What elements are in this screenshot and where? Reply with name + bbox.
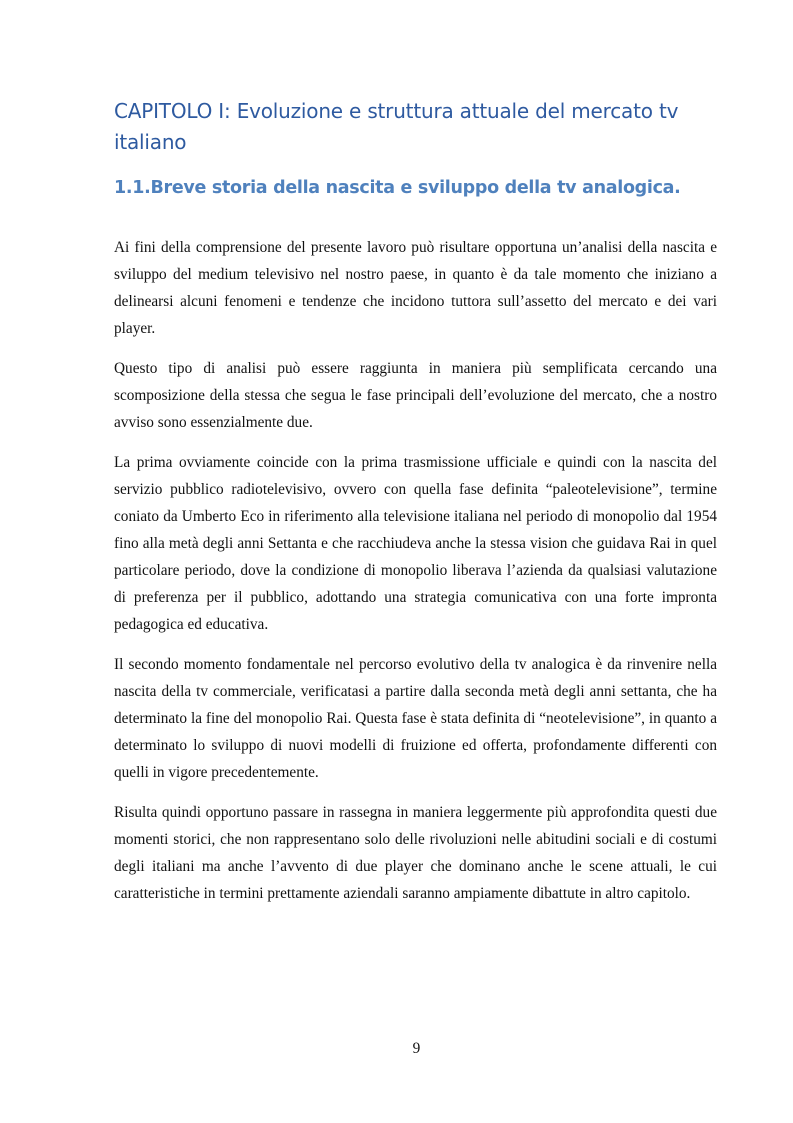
chapter-title: CAPITOLO I: Evoluzione e struttura attuale del mercato tv italiano bbox=[114, 99, 679, 154]
paragraph: Risulta quindi opportuno passare in rassegna in maniera leggermente più approfondita questi due momenti storici, che non rappresentano solo delle rivoluzioni nelle abitudini sociali e di costumi degli italiani ma anche l’avvento di due player che dominano anche le scene attuali, le cui caratteristiche in termini prettamente aziendali saranno ampiamente dibattute in altro capitolo. bbox=[114, 803, 717, 903]
paragraph: Ai fini della comprensione del presente lavoro può risultare opportuna un’analisi della nascita e sviluppo del medium televisivo nel nostro paese, in quanto è da tale momento che iniziano a delinearsi alcuni fenomeni e tendenze che incidono tuttora sull’assetto del mercato e dei vari player. bbox=[114, 239, 717, 338]
paragraph: La prima ovviamente coincide con la prima trasmissione ufficiale e quindi con la nascita del servizio pubblico radiotelevisivo, ovvero con quella fase definita “paleotelevisione”, termine coniato da Umberto Eco in riferimento alla televisione italiana nel periodo di monopolio dal 1954 fino alla metà degli anni Settanta e che racchiudeva anche la stessa vision che guidava Rai in quel particolare periodo, dove la condizione di monopolio liberava l’azienda da qualsiasi valutazione di preferenza per il pubblico, adottando una strategia comunicativa con una forte impronta pedagogica ed educativa. bbox=[114, 453, 717, 634]
page-number: 9 bbox=[412, 1040, 421, 1057]
paragraph: Il secondo momento fondamentale nel percorso evolutivo della tv analogica è da rinvenire nella nascita della tv commerciale, verificatasi a partire dalla seconda metà degli anni settanta, che ha determinato la fine del monopolio Rai. Questa fase è stata definita di “neotelevisione”, in quanto a determinato lo sviluppo di nuovi modelli di fruizione ed offerta, profondamente differenti con quelli in vigore precedentemente. bbox=[114, 655, 717, 782]
body-text bbox=[114, 234, 717, 920]
section-title: 1.1.Breve storia della nascita e sviluppo della tv analogica. bbox=[114, 178, 681, 198]
paragraph: Questo tipo di analisi può essere raggiunta in maniera più semplificata cercando una scomposizione della stessa che segua le fase principali dell’evoluzione del mercato, che a nostro avviso sono essenzialmente due. bbox=[114, 359, 717, 432]
